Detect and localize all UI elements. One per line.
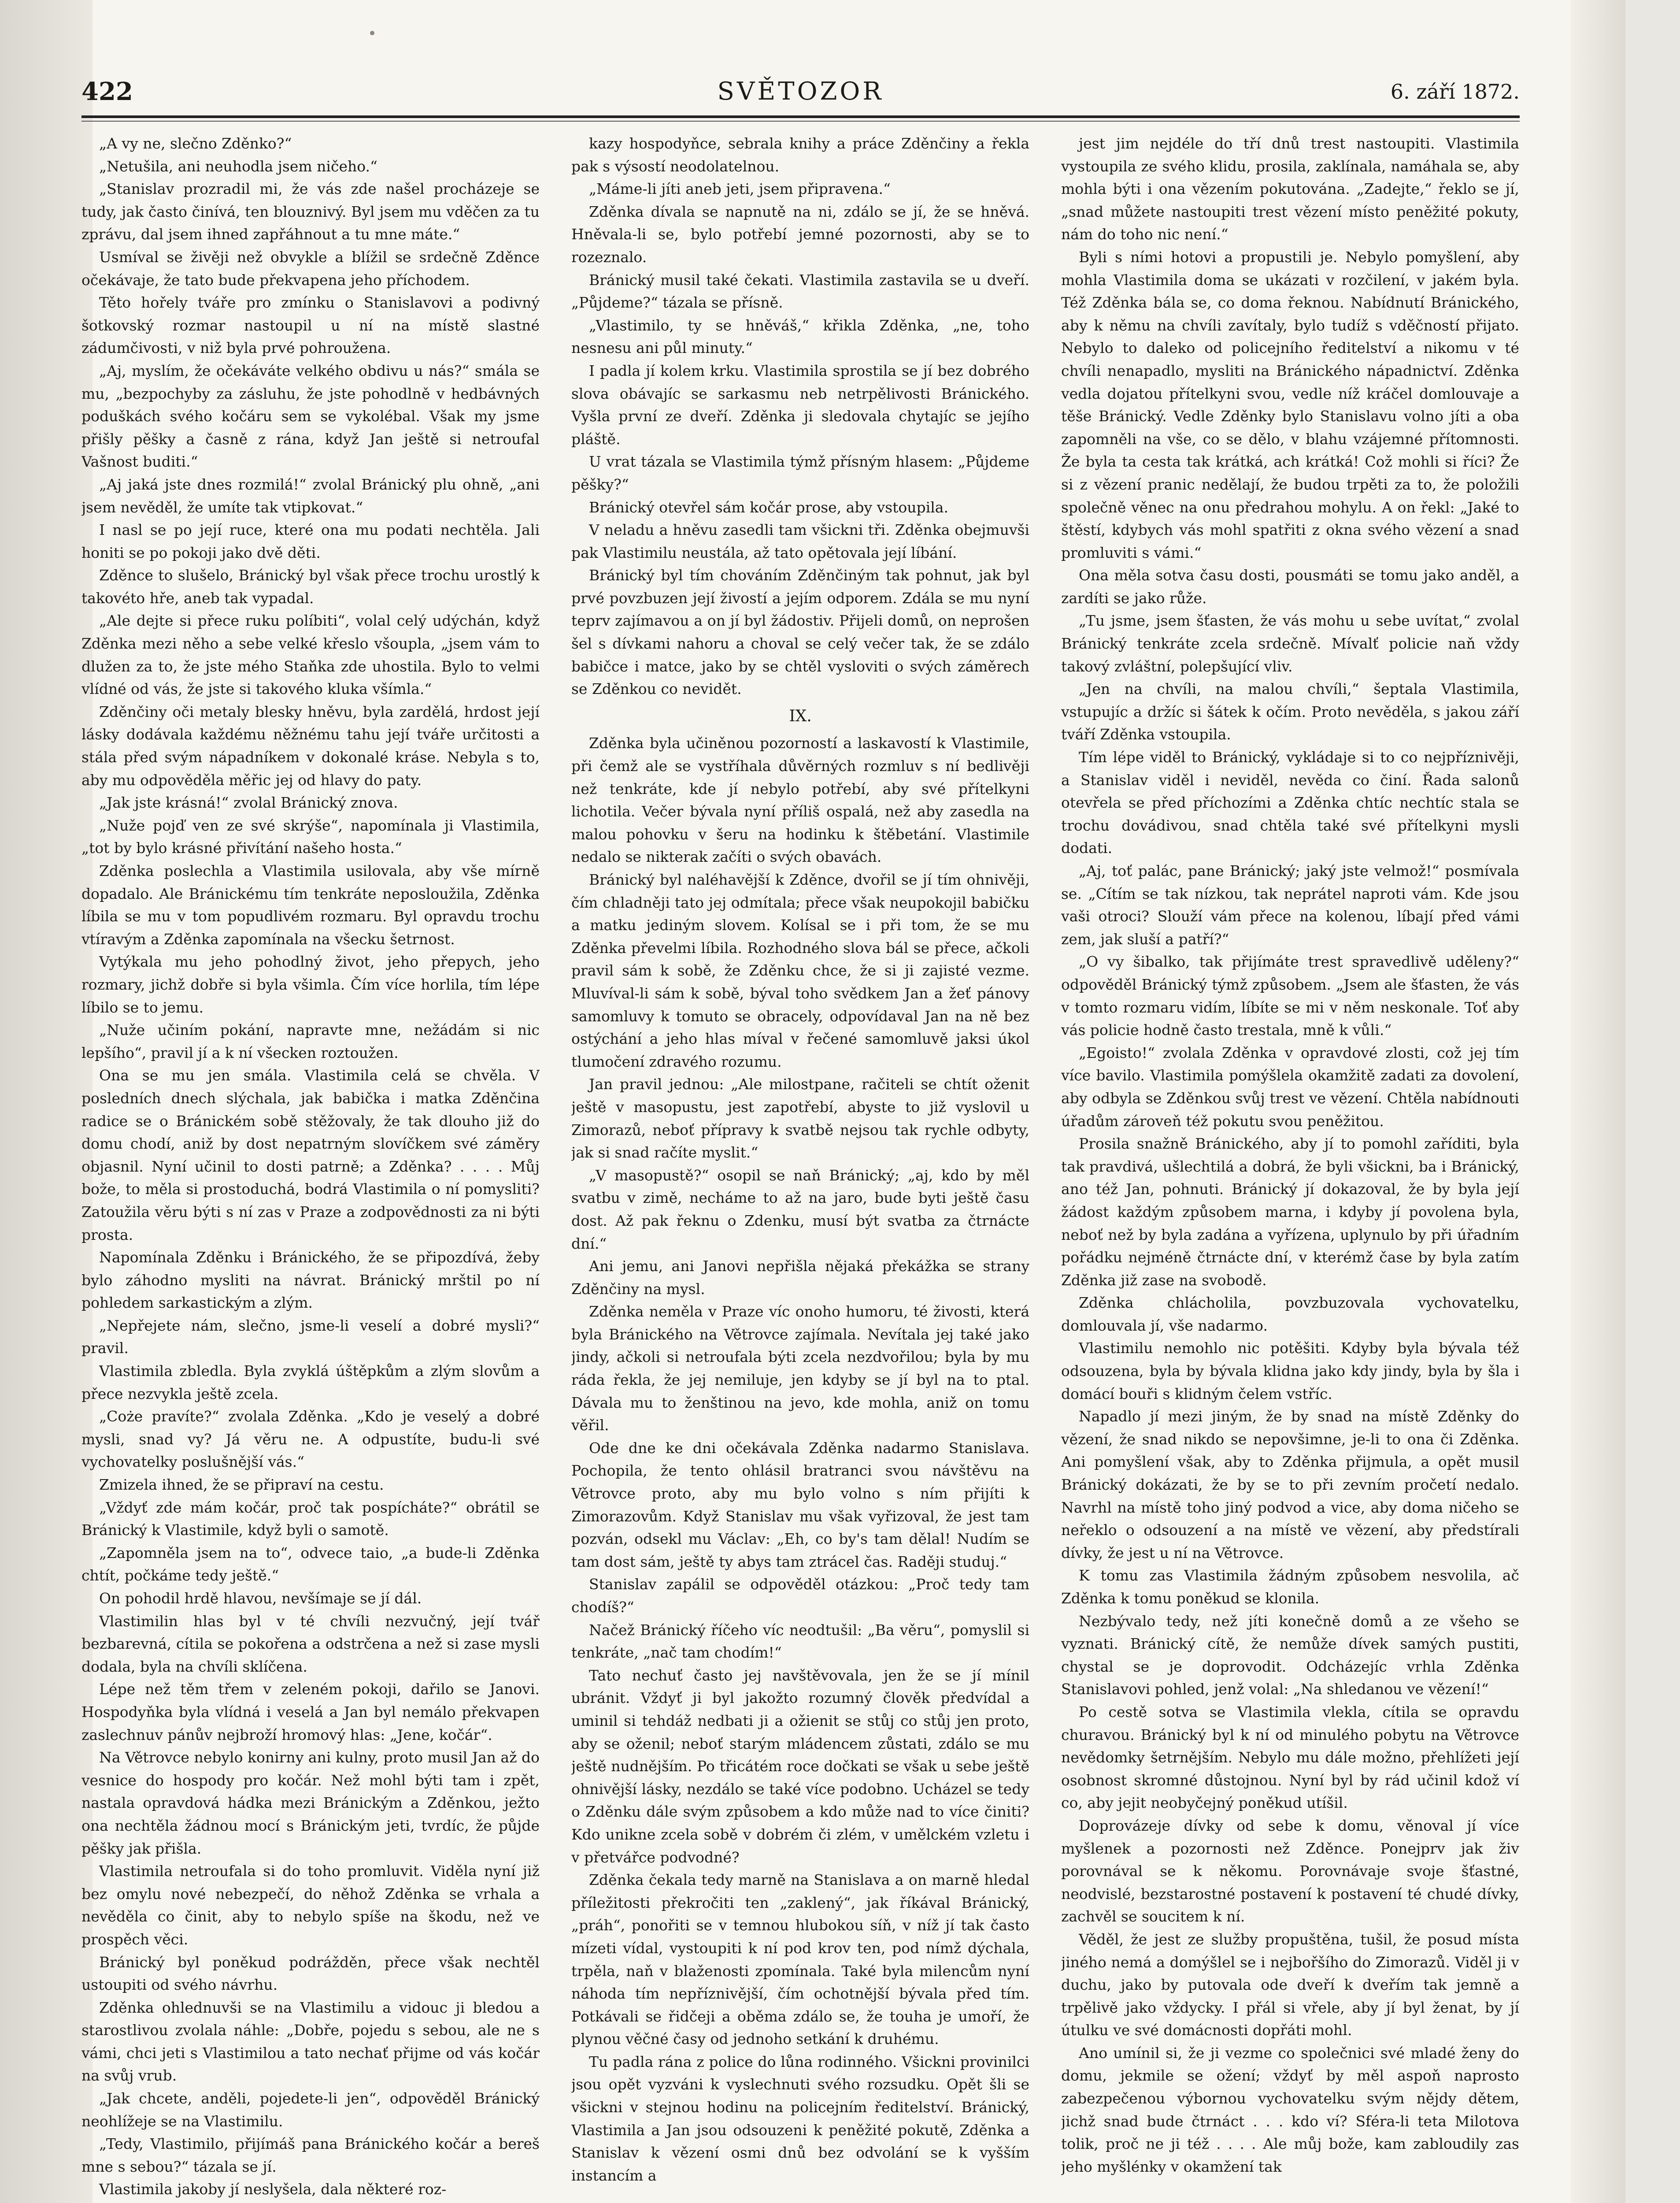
paragraph: Zděnka čekala tedy marně na Stanislava a on marně hledal příležitosti překročiti ten „zaklený“, jak říkával Bránický, „práh“, ponořiti se v temnou hlubokou síň, v níž jí tak často mízeti vídal, vystoupiti k ní pod krov ten, pod nímž dýchala, trpěla, naň v blaženosti zpomínala. Také byla milencům nyní náhoda tím nepříznivější, čím ochotnější bývala před tím. Potkávali se řidčeji a oběma zdálo se, že touha je umoří, že plynou věčné časy od jednoho setkání k druhému. — [571, 1871, 1029, 2048]
paragraph: „Egoisto!“ zvolala Zděnka v opravdové zlosti, což jej tím více bavilo. Vlastimila pomýšlela okamžitě zadati za dovolení, aby odbyla se Zděnkou svůj trest ve vězení. Chtěla nabídnouti úřadům zároveň též pokutu svou peněžitou. — [1061, 1044, 1519, 1130]
scan-speck — [370, 31, 374, 35]
header-rule — [81, 115, 1520, 118]
page-number: 422 — [81, 77, 133, 106]
paragraph: Vytýkala mu jeho pohodlný život, jeho přepych, jeho rozmary, jichž dobře si byla všimla. Čím více horlila, tím lépe líbilo se to jemu. — [81, 953, 540, 1016]
paragraph: „Ale dejte si přece ruku políbiti“, volal celý udýchán, když Zděnka mezi něho a sebe velké křeslo všoupla, „jsem vám to dlužen za to, že jste mého Staňka zde uhostila. Bylo to velmi vlídné od vás, že jste si takového kluka všímla.“ — [81, 612, 540, 698]
paragraph: Vlastimilin hlas byl v té chvíli nezvučný, její tvář bezbarevná, cítila se pokořena a odstrčena a než si zase mysli dodala, byla na chvíli sklíčena. — [81, 1612, 540, 1675]
paragraph: kazy hospodyňce, sebrala knihy a práce Zděnčiny a řekla pak s výsostí neodolatelnou. — [571, 135, 1029, 175]
paragraph: Zděnka poslechla a Vlastimila usilovala, aby vše mírně dopadalo. Ale Bránickému tím tenkráte neposloužila, Zděnka líbila se mu v tom popudlivém rozmaru. Byl opravdu trochu vtíravým a Zděnka zapomínala na všecku šetrnost. — [81, 862, 540, 948]
section-heading: IX. — [789, 707, 812, 725]
journal-title: SVĚTOZOR — [717, 77, 884, 106]
paragraph: Tím lépe viděl to Bránický, vykládaje si to co nejpříznivěji, a Stanislav viděl i neviděl, nevěda co činí. Řada salonů otevřela se před příchozími a Zděnka chtíc nechtíc stala se trochu dovádivou, snad chtěla také své přítelkyni mysli dodati. — [1061, 749, 1519, 857]
paragraph: Ode dne ke dni očekávala Zděnka nadarmo Stanislava. Pochopila, že tento ohlásil bratranci svou návštěvu na Větrovce proto, aby mu bylo volno s ním přijíti k Zimorazovům. Když Stanislav mu však vyřizoval, že jest tam pozván, odsekl mu Václav: „Eh, co by's tam dělal! Nudím se tam dost sám, ještě ty abys tam ztrácel čas. Raději studuj.“ — [571, 1439, 1029, 1570]
paragraph: V neladu a hněvu zasedli tam všickni tři. Zděnka obejmuvši pak Vlastimilu neustála, až tato opětovala její líbání. — [571, 521, 1029, 561]
header-rule-thin — [81, 121, 1520, 122]
paragraph: „Netušila, ani neuhodla jsem ničeho.“ — [99, 157, 377, 175]
text-column-3 — [1061, 132, 1519, 2203]
paragraph: „Tedy, Vlastimilo, přijímáš pana Bránického kočár a bereš mne s sebou?“ tázala se jí. — [81, 2135, 540, 2175]
paragraph: Zděnka byla učiněnou pozorností a laskavostí k Vlastimile, při čemž ale se vystříhala důvěrných rozmluv s ní bedlivěji než tenkráte, kde jí nebylo potřebí, aby své přítelkyni lichotila. Večer bývala nyní příliš ospalá, než aby zasedla na malou pohovku v šeru na hodinku k štěbetání. Vlastimile nedalo se nikterak začíti o svých obavách. — [571, 734, 1029, 866]
paragraph: „Aj, toť palác, pane Bránický; jaký jste velmož!“ posmívala se. „Cítím se tak nízkou, tak neprátel naproti vám. Kde jsou vaši otroci? Slouží vám přece na kolenou, líbají před vámi zem, jak sluší a patří?“ — [1061, 862, 1519, 948]
paragraph: Vlastimila netroufala si do toho promluvit. Viděla nyní již bez omylu nové nebezpečí, do něhož Zděnka se vrhala a nevěděla co činit, aby to nebylo spíše na škodu, než ve prospěch věci. — [81, 1862, 540, 1948]
paragraph: Vlastimila zbledla. Byla zvyklá úštěpkům a zlým slovům a přece nezvykla ještě zcela. — [81, 1362, 540, 1402]
paragraph: U vrat tázala se Vlastimila týmž přísným hlasem: „Půjdeme pěšky?“ — [571, 453, 1029, 493]
paragraph: „A vy ne, slečno Zděnko?“ — [99, 135, 292, 152]
paragraph: Ona měla sotva času dosti, pousmáti se tomu jako anděl, a zardíti se jako růže. — [1061, 567, 1519, 607]
paragraph: „Vlastimilo, ty se hněváš,“ křikla Zděnka, „ne, toho nesnesu ani půl minuty.“ — [571, 316, 1029, 357]
paragraph: „Coże pravíte?“ zvolala Zděnka. „Kdo je veselý a dobré mysli, snad vy? Já věru ne. A odpustíte, budu-li své vychovatelky poslušnější vás.“ — [81, 1408, 540, 1471]
paragraph: „Máme-li jíti aneb jeti, jsem připravena.“ — [589, 180, 891, 198]
scan-page-edge — [1571, 0, 1625, 2203]
paragraph: „Zapomněla jsem na to“, odvece taio, „a bude-li Zděnka chtít, počkáme tedy ještě.“ — [81, 1544, 540, 1584]
paragraph: Usmíval se živěji než obvykle a blížil se srdečně Zděnce očekávaje, že tato bude překvapena jeho příchodem. — [81, 248, 540, 289]
paragraph: Zděnka chlácholila, povzbuzovala vychovatelku, domlouvala jí, vše nadarmo. — [1061, 1294, 1519, 1334]
paragraph: Zmizela ihned, že se připraví na cestu. — [99, 1476, 384, 1494]
paragraph: „Aj, myslím, že očekáváte velkého obdivu u nás?“ smála se mu, „bezpochyby za zásluhu, že jste pohodlně v hedbávných poduškách svého kočáru sem se vykolébal. Však my jsme přišly pěšky a časně z rána, když Jan ještě si netroufal Vašnost buditi.“ — [81, 362, 540, 471]
paragraph: Bránický byl poněkud podrážděn, přece však nechtěl ustoupiti od svého návrhu. — [81, 1953, 540, 1994]
paragraph: „Jak jste krásná!“ zvolal Bránický znova. — [99, 794, 398, 812]
text-column-2 — [571, 132, 1029, 2203]
paragraph: „Nuže učiním pokání, napravte mne, nežádám si nic lepšího“, pravil jí a k ní všecken roztoužen. — [81, 1021, 540, 1061]
issue-date: 6. září 1872. — [1390, 80, 1520, 104]
paragraph: Po cestě sotva se Vlastimila vlekla, cítila se opravdu churavou. Bránický byl k ní od minulého pobytu na Větrovce nevědomky šetrnějším. Nebylo mu dále možno, přehlížeti její osobnost skromné důstojnou. Nyní byl by rád učinil kdož ví co, aby jejit neobyčejný poněkud utíšil. — [1061, 1703, 1519, 1812]
paragraph: „Vždyť zde mám kočár, proč tak pospícháte?“ obrátil se Bránický k Vlastimile, když byli o samotě. — [81, 1498, 540, 1539]
paragraph: Věděl, že jest ze služby propuštěna, tušil, že posud místa jiného nemá a domýšlel se i nejbořšího do Zimorazů. Viděl ji v duchu, jako by putovala ode dveří k dveřím tak jemně a trpělivě jako vždycky. I přál si vřele, aby jí byl ženat, by jí útulku ve své domácnosti dopřáti mohl. — [1061, 1930, 1519, 2039]
paragraph: „Tu jsme, jsem šťasten, že vás mohu u sebe uvítat,“ zvolal Bránický tenkráte zcela srdečně. Mívalť policie naň vždy takový zvláštní, polepšující vliv. — [1061, 612, 1519, 675]
paragraph: Jan pravil jednou: „Ale milostpane, račiteli se chtít oženit ještě v masopustu, jest zapotřebí, abyste to již vyslovil u Zimorazů, neboť přípravy k svatbě nejsou tak rychle odbyty, jak si snad račíte myslit.“ — [571, 1076, 1029, 1161]
paragraph: Bránický byl tím chováním Zděnčiným tak pohnut, jak byl prvé povzbuzen její živostí a jejím odporem. Zdála se mu nyní teprv zajímavou a on jí byl žádostiv. Přijeli domů, on neprošen šel s dívkami nahoru a choval se celý večer tak, že se zdálo babičce i matce, jako by se chtěl vysloviti o svých záměrech se Zděnkou co nevidět. — [571, 567, 1029, 698]
paragraph: „Stanislav prozradil mi, že vás zde našel procházeje se tudy, jak často činívá, ten blouznivý. Byl jsem mu vděčen za tu zprávu, dal jsem ihned zapřáhnout a tu mne máte.“ — [81, 180, 540, 243]
paragraph: Bránický byl naléhavější k Zděnce, dvořil se jí tím ohnivěji, čím chladněji tato jej odmítala; přece však neupokojil babičku a matku jediným slovem. Kolísal se i při tom, že se mu Zděnka převelmi líbila. Rozhodného slova bál se přece, ačkoli pravil sám k sobě, že Zděnku chce, že si ji zajisté vezme. Mluvíval-li sám k sobě, býval toho svědkem Jan a žeť pánovy samomluvy k tomuto se obracely, odpovídaval Jan na ně bez ostýchání a jeho hlas míval v řečené samomluvě jaksi úkol tlumočení zdravého rozumu. — [571, 871, 1029, 1070]
scan-binding-shadow — [0, 0, 93, 2203]
paragraph: Zděnka ohlednuvši se na Vlastimilu a vidouc ji bledou a starostlivou zvolala náhle: „Dobře, pojedu s sebou, ale ne s vámi, chci jeti s Vlastimilou a tato nechať přijme od vás kočár na svůj vrub. — [81, 1999, 540, 2084]
paragraph: Ani jemu, ani Janovi nepřišla nějaká překážka se strany Zděnčiny na mysl. — [571, 1257, 1029, 1298]
paragraph: Těto hořely tváře pro zmínku o Stanislavovi a podivný šotkovský rozmar nastoupil u ní na místě slastné zádumčivosti, v niž byla prvé pohroužena. — [81, 294, 540, 357]
paragraph: „Nepřejete nám, slečno, jsme-li veselí a dobré mysli?“ pravil. — [81, 1317, 540, 1357]
paragraph: Vlastimila jakoby jí neslyšela, dala některé roz- — [99, 2181, 447, 2198]
paragraph: Tu padla rána z police do lůna rodinného. Všickni provinilci jsou opět vyzváni k vyslechnuti svého rozsudku. Opět šli se všickni v stejnou hodinu na policejním ředitelství. Bránický, Vlastimila a Jan jsou odsouzeni k peněžité pokutě, Zděnka a Stanislav k vězení osmi dnů bez odvolání se k vyšším instancím a — [571, 2053, 1029, 2184]
paragraph: Zděnka dívala se napnutě na ni, zdálo se jí, že se hněvá. Hněvala-li se, bylo potřebí jemné pozornosti, aby se to rozeznalo. — [571, 203, 1029, 266]
paragraph: Bránický otevřel sám kočár prose, aby vstoupila. — [589, 498, 948, 516]
text-column-1 — [81, 132, 540, 2203]
paragraph: Bránický musil také čekati. Vlastimila zastavila se u dveří. „Půjdeme?“ tázala se přísně. — [571, 271, 1029, 312]
paragraph: Tato nechuť často jej navštěvovala, jen že se jí mínil ubránit. Vždyť ji byl jakožto rozumný člověk předvídal a uminil si tehdáž nedbati ji a ožienit se stůj co stůj jen proto, aby se oženil; neboť starým mládencem zůstati, zdálo se mu ještě nudnějším. Po třicátém roce dočkati se však u sebe ještě ohnivější lásky, nezdálo se také více podobno. Ucházel se tedy o Zděnku dále svým způsobem a kdo může nad to více činiti? Kdo unikne zcela sobě v dobrém či zlém, v umělckém vzletu i v přetvářce podvodné? — [571, 1666, 1029, 1866]
paragraph: „Nuže pojď ven ze své skrýše“, napomínala ji Vlastimila, „tot by bylo krásné přivítání našeho hosta.“ — [81, 816, 540, 857]
paragraph: Zděnce to slušelo, Bránický byl však přece trochu urostlý k takovéto hře, aneb tak vypadal. — [81, 567, 540, 607]
paragraph: I nasl se po její ruce, které ona mu podati nechtěla. Jali honiti se po pokoji jako dvě děti. — [81, 521, 540, 561]
paragraph: Byli s ními hotovi a propustili je. Nebylo pomyšlení, aby mohla Vlastimila doma se ukázati v rozčilení, v jakém byla. Též Zděnka bála se, co doma řeknou. Nabídnutí Bránického, aby k němu na chvíli zavítaly, bylo tudíž s vděčností přijato. Nebylo to daleko od policejního ředitelství a nikomu v té chvíli nenapadlo, mysliti na Bránického nápadnictví. Zděnka vedla dojatou přítelkyni svou, vedle níž kráčel domlouvaje a těše Bránický. Vedle Zděnky bylo Stanislavu volno jíti a oba zapomněli na vše, co se dělo, v blahu vzájemné přítomnosti. Že byla ta cesta tak krátká, ach krátká! Což mohli si říci? Že si z vězení pranic nedělají, že budou trpěti za to, že položili společně věnec na onu předrahou mohylu. A on řekl: „Jaké to štěstí, kdybych vás mohl spatřiti z okna svého vězení a snad promluviti s vámi.“ — [1061, 248, 1519, 561]
page-header — [81, 77, 1520, 117]
paragraph: Zděnka neměla v Praze víc onoho humoru, té živosti, která byla Bránického na Větrovce zajímala. Nevítala jej také jako jindy, ačkoli si netroufala býti zcela nezdvořilou; byla by mu ráda řekla, že jej nemiluje, jen kdyby se jí byl na to ptal. Dávala mu to ženštinou na jevo, kde mohla, aniž on tomu věřil. — [571, 1303, 1029, 1434]
paragraph: Doprovázeje dívky od sebe k domu, věnoval jí více myšlenek a pozornosti než Zděnce. Ponejprv jak živ porovnával se k někomu. Porovnávaje svoje šťastné, neodvislé, bezstarostné postavení k postavení té chudé dívky, zachvěl se soucitem k ní. — [1061, 1817, 1519, 1925]
paragraph: Vlastimilu nemohlo nic potěšiti. Kdyby byla bývala též odsouzena, byla by bývala klidna jako kdy jindy, byla by šla i domácí bouři s klidným čelem vstříc. — [1061, 1339, 1519, 1402]
paragraph: „V masopustě?“ osopil se naň Bránický; „aj, kdo by měl svatbu v zimě, necháme to až na jaro, bude byti ještě času dost. Až pak řeknu o Zdenku, musí být svatba za čtrnácte dní.“ — [571, 1166, 1029, 1252]
paragraph: K tomu zas Vlastimila žádným způsobem nesvolila, ač Zděnka k tomu poněkud se klonila. — [1061, 1567, 1519, 1607]
paragraph: Nezbývalo tedy, než jíti konečně domů a ze všeho se vyznati. Bránický cítě, že nemůže dívek samých pustiti, chystal se je doprovodit. Odcházejíc vrhla Zděnka Stanislavovi pohled, jenž volal: „Na shledanou ve vězení!“ — [1061, 1612, 1519, 1698]
paragraph: jest jim nejdéle do tří dnů trest nastoupiti. Vlastimila vystoupila ze svého klidu, prosila, zaklínala, namáhala se, aby mohla býti i ona vězením pokutována. „Zadejte,“ řeklo se jí, „snad můžete nastoupiti trest vězení místo peněžité pokuty, nám do toho nic není.“ — [1061, 135, 1519, 243]
paragraph: On pohodil hrdě hlavou, nevšímaje se jí dál. — [99, 1590, 422, 1607]
paragraph: „Jen na chvíli, na malou chvíli,“ šeptala Vlastimila, vstupujíc a držíc si šátek k očím. Proto nevěděla, s jakou září tváří Zděnka vstoupila. — [1061, 680, 1519, 743]
paragraph: Zděnčiny oči metaly blesky hněvu, byla zardělá, hrdost její lásky dodávala každému něžnému tahu její tváře určitosti a stála před svým nápadníkem v dokonalé kráse. Nebyla s to, aby mu odpověděla měřic jej od hlavy do paty. — [81, 703, 540, 789]
paragraph: Stanislav zapálil se odpověděl otázkou: „Proč tedy tam chodíš?“ — [571, 1576, 1029, 1616]
paragraph: Lépe než těm třem v zeleném pokoji, dařilo se Janovi. Hospodyňka byla vlídná i veselá a Jan byl nemálo překvapen zaslechnuv pánův nejbroží hromový hlas: „Jene, kočár“. — [81, 1680, 540, 1743]
paragraph: Prosila snažně Bránického, aby jí to pomohl zaříditi, byla tak pravdivá, ušlechtilá a dobrá, že byli všickni, ba i Bránický, ano též Jan, pohnuti. Bránický jí dokazoval, že by byla její žádost každým způsobem marna, i kdyby jí povolena byla, neboť než by byla zadána a vyřízena, uplynulo by při úřadním pořádku nejméně čtrnácte dní, v kterémž čase by byla zatím Zděnka již zase na svobodě. — [1061, 1135, 1519, 1289]
paragraph: Ona se mu jen smála. Vlastimila celá se chvěla. V posledních dnech slýchala, jak babička i matka Zděnčina radice se o Bránickém sobě stěžovaly, že tak dlouho již do domu chodí, aniž by dost nepatrným slovíčkem své záměry objasnil. Nyní učinil to dosti patrně; a Zděnka? . . . . Můj bože, to měla si prostoduchá, bodrá Vlastimila o ní pomysliti? Zatoužila věru býti s ní zas v Praze a zodpovědnosti za ni býti prosta. — [81, 1067, 540, 1243]
paragraph: I padla jí kolem krku. Vlastimila sprostila se jí bez dobrého slova obávajíc se sarkasmu neb netrpělivosti Bránického. Vyšla první ze dveří. Zděnka ji sledovala chytajíc se jejího pláště. — [571, 362, 1029, 448]
paragraph: „Jak chcete, anděli, pojedete-li jen“, odpověděl Bránický neohlížeje se na Vlastimilu. — [81, 2090, 540, 2130]
paragraph: Napadlo jí mezi jiným, že by snad na místě Zděnky do vězení, že snad nikdo se nepovšimne, je-li to ona či Zděnka. Ani pomyšlení však, aby to Zděnka přijmula, a opět musil Bránický dokázati, že by se to při zevním pročetí nedalo. Navrhl na místě toho jiný podvod a vice, aby doma ničeho se neřeklo o odsouzení a na místě ve vězení, aby předstírali dívky, že jest u ní na Větrovce. — [1061, 1408, 1519, 1561]
paragraph: Napomínala Zděnku i Bránického, že se připozdívá, žeby bylo záhodno mysliti na návrat. Bránický mrštil po ní pohledem sarkastickým a zlým. — [81, 1249, 540, 1312]
paragraph: „Aj jaká jste dnes rozmilá!“ zvolal Bránický plu ohně, „ani jsem nevěděl, že umíte tak vtipkovat.“ — [81, 475, 540, 516]
paragraph: Načež Bránický říčeho víc neodtušil: „Ba věru“, pomyslil si tenkráte, „nač tam chodím!“ — [571, 1621, 1029, 1662]
paragraph: Na Větrovce nebylo konirny ani kulny, proto musil Jan až do vesnice do hospody pro kočár. Než mohl býti tam i zpět, nastala opravdová hádka mezi Bránickým a Zděnkou, ježto ona nechtěla žádnou mocí s Bránickým jeti, tvrdíc, že půjde pěšky jak přišla. — [81, 1749, 540, 1857]
paragraph: „O vy šibalko, tak přijímáte trest spravedlivě uděleny?“ odpověděl Bránický týmž způsobem. „Jsem ale šťasten, že vás v tomto rozmaru vidím, líbíte se mi v něm neskonale. Toť aby vás policie hodně často trestala, mně k vůli.“ — [1061, 953, 1519, 1039]
paragraph: Ano umínil si, že ji vezme co společnici své mladé ženy do domu, jekmile se ožení; vždyť by měl aspoň naprosto zabezpečenou výbornou vychovatelku svým nějdy dětem, jichž snad bude čtrnáct . . . kdo ví? Sféra-li teta Milotova tolik, proč ne ji též . . . . Ale můj bože, kam zabloudily zas jeho myšlénky v okamžení tak — [1061, 2044, 1519, 2175]
